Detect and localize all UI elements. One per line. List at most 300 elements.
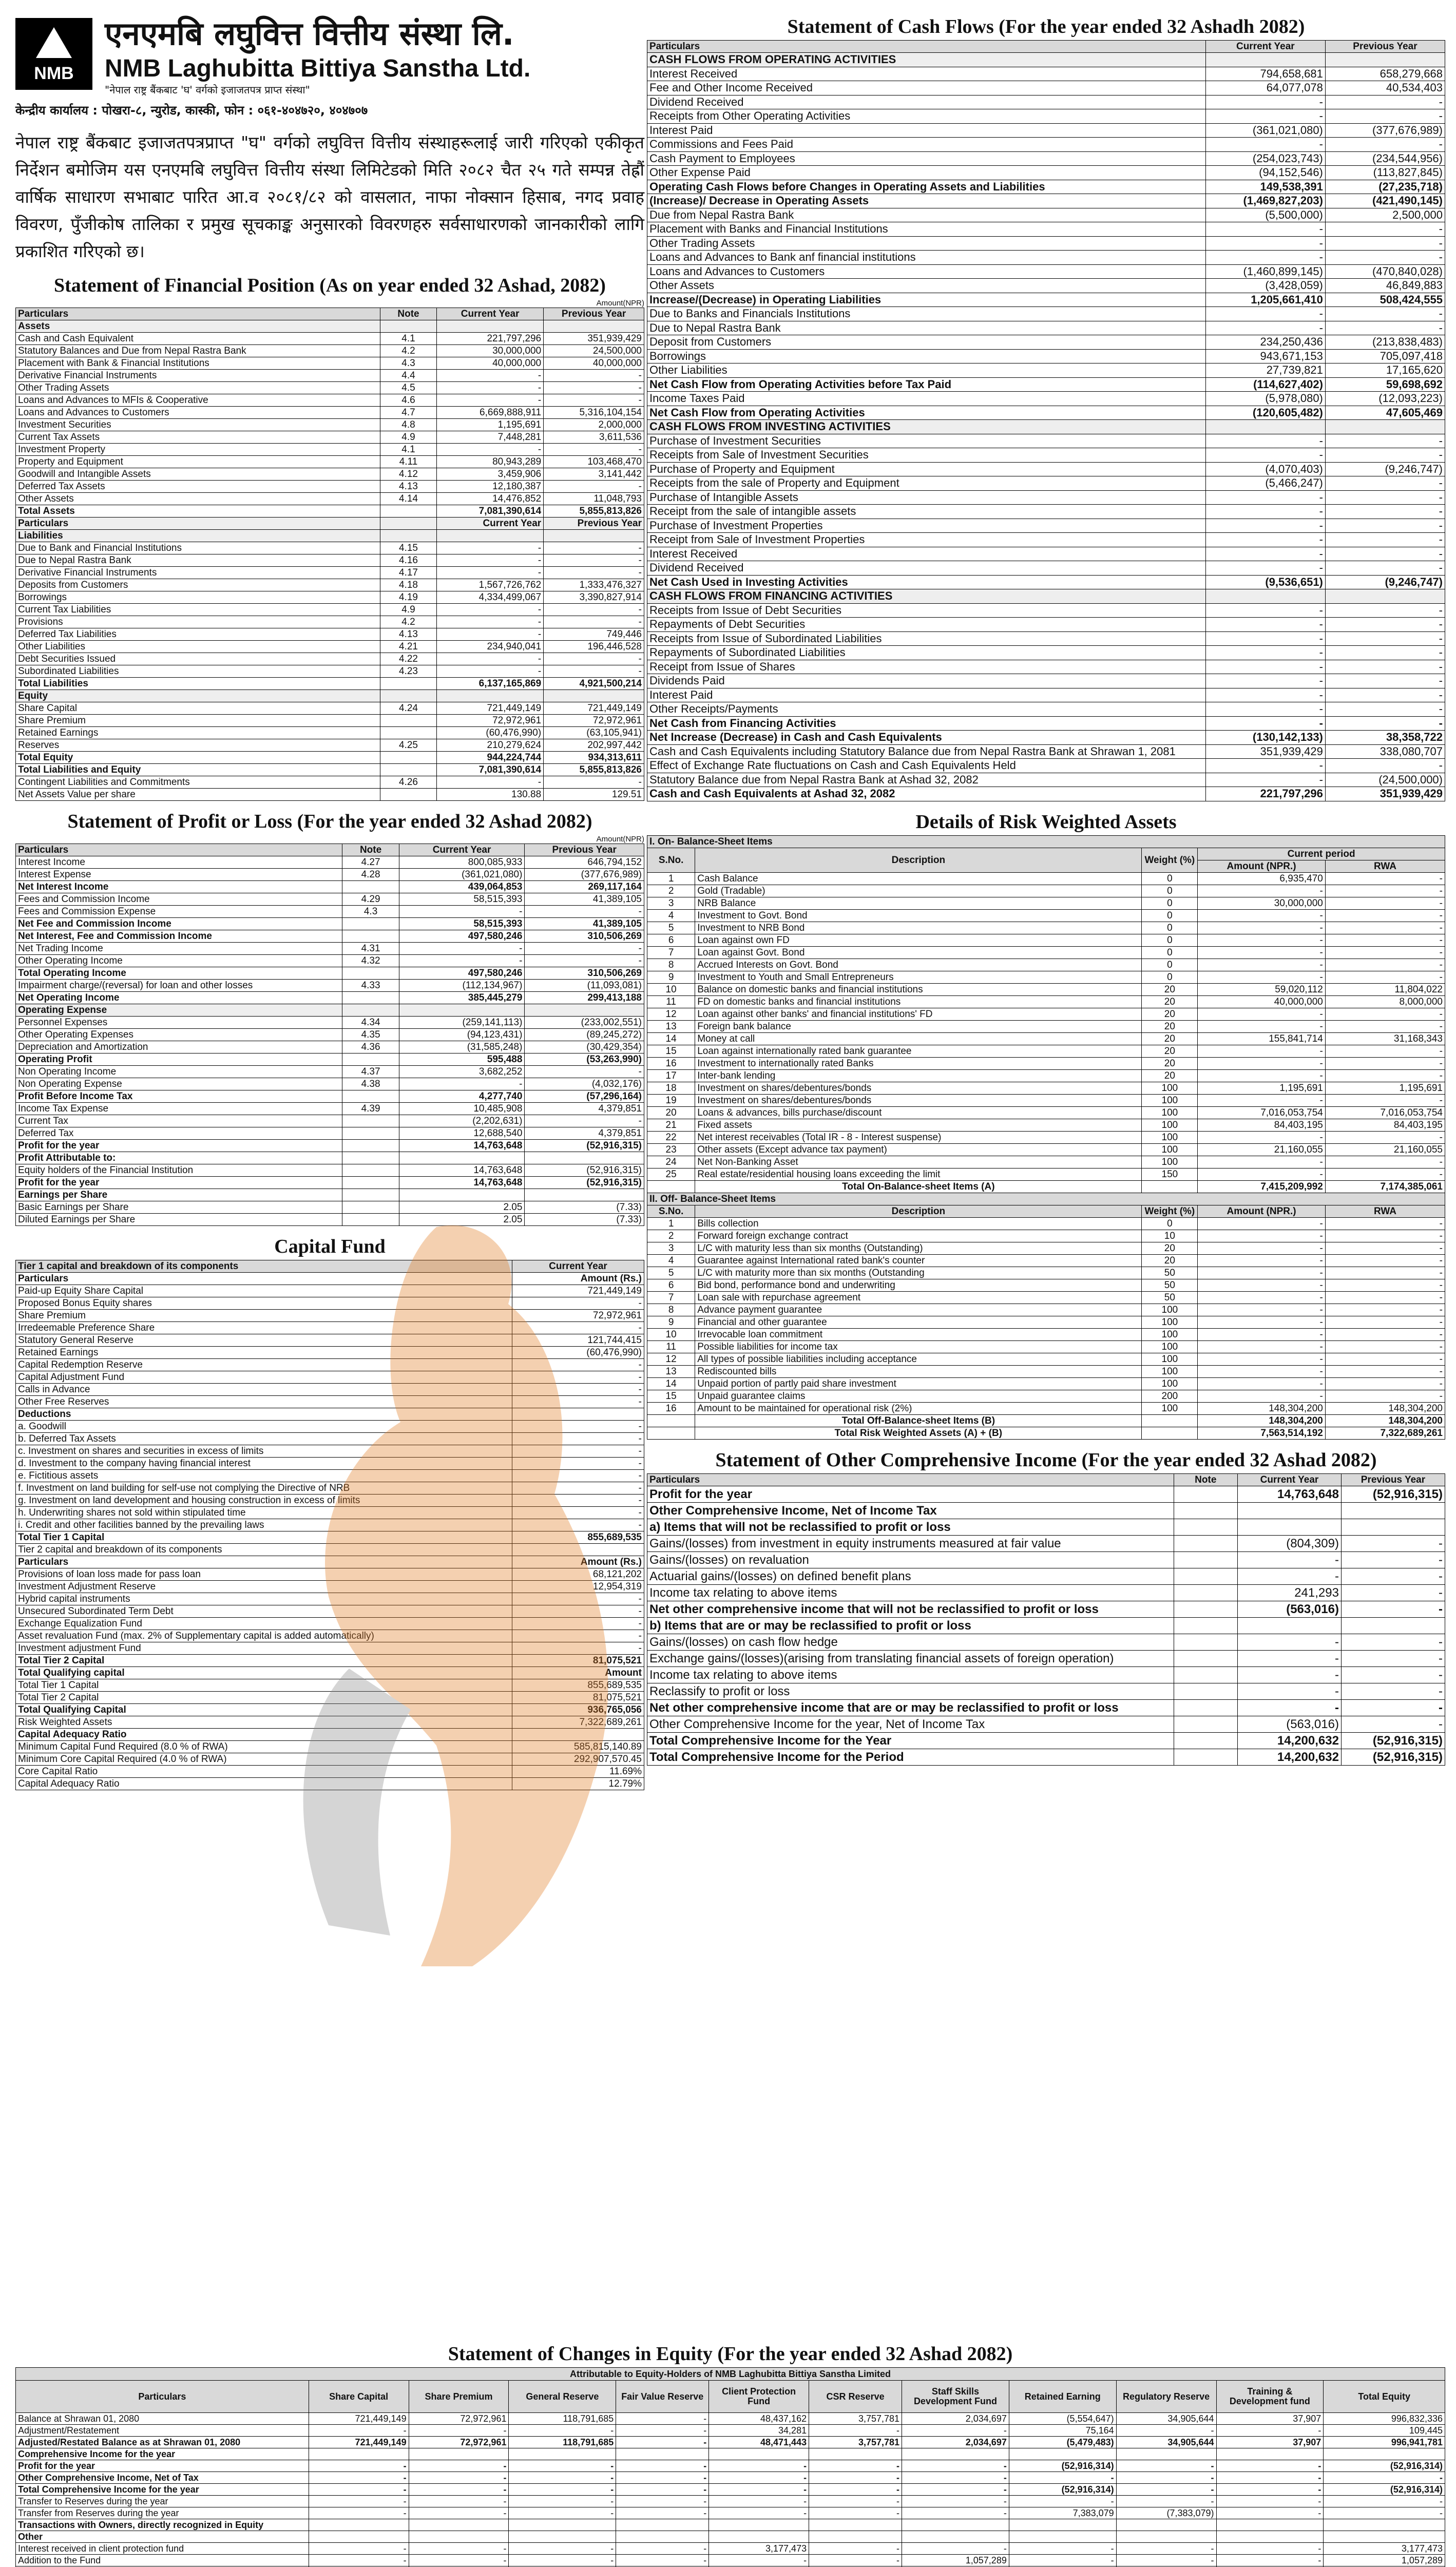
row-value: 4,921,500,214 (544, 678, 644, 690)
row-value (544, 320, 644, 333)
table-row (16, 1029, 644, 1041)
equity-row-value (709, 2519, 809, 2531)
row-value: (57,296,164) (525, 1090, 644, 1103)
equity-row-value: - (409, 2496, 509, 2507)
row-value: 14,763,648 (399, 1140, 525, 1152)
equity-row-value: (52,916,314) (1324, 2484, 1445, 2496)
rwa-row (647, 1032, 1445, 1045)
row-label: Net Cash from Financing Activities (647, 716, 1206, 731)
row-value: 12.79% (512, 1778, 644, 1790)
row-value: - (525, 955, 644, 967)
rwa-value: 8 (647, 959, 695, 971)
row-value: (52,916,315) (1341, 1749, 1445, 1765)
row-label: c. Investment on shares and securities in excess of limits (16, 1445, 512, 1458)
row-value: 658,279,668 (1325, 67, 1445, 81)
equity-row-value: - (902, 2496, 1009, 2507)
table-row (16, 468, 644, 481)
row-value: 129.51 (544, 789, 644, 801)
row-label: Core Capital Ratio (16, 1766, 512, 1778)
row-value: - (544, 776, 644, 789)
rwa-row (647, 1390, 1445, 1402)
table-row (16, 1115, 644, 1127)
row-value: (4,070,403) (1205, 462, 1325, 476)
table-row (16, 992, 644, 1004)
row-label: Reserves (16, 739, 380, 752)
row-label: Contingent Liabilities and Commitments (16, 776, 380, 789)
equity-row (16, 2543, 1445, 2555)
row-label: Receipts from Other Operating Activities (647, 109, 1206, 124)
row-value: 221,797,296 (1205, 787, 1325, 801)
table-row (647, 392, 1445, 406)
row-value (342, 1164, 399, 1177)
rwa-value: - (1325, 1230, 1445, 1242)
row-value: 4.5 (380, 382, 436, 394)
row-value: (53,263,990) (525, 1053, 644, 1066)
row-label: Receipts from Issue of Subordinated Liabilities (647, 631, 1206, 646)
company-header (15, 15, 644, 96)
row-label: g. Investment on land development and housing construction in excess of limits (16, 1495, 512, 1507)
row-value: - (1325, 759, 1445, 773)
equity-column-header: Client Protection Fund (709, 2381, 809, 2413)
rwa-value: - (1198, 885, 1326, 897)
row-value (1174, 1502, 1237, 1519)
rwa-value: 3 (647, 897, 695, 909)
row-label: Liabilities (16, 530, 380, 542)
rwa-total-cell (1142, 1180, 1198, 1193)
rwa-value: 100 (1142, 1304, 1198, 1316)
row-value: - (1205, 631, 1325, 646)
row-value (399, 1004, 525, 1017)
equity-row (16, 2507, 1445, 2519)
rwa-value: - (1198, 946, 1326, 959)
rwa-value: 11 (647, 995, 695, 1008)
rwa-value: 20 (1142, 1008, 1198, 1020)
row-value: 72,972,961 (544, 715, 644, 727)
row-label: Interest Received (647, 547, 1206, 561)
row-value: 58,515,393 (399, 918, 525, 930)
row-value: (804,309) (1237, 1535, 1341, 1551)
row-value: (120,605,482) (1205, 406, 1325, 420)
rwa-value: 14 (647, 1032, 695, 1045)
row-value: 4.38 (342, 1078, 399, 1090)
rwa-col-amount: Amount (NPR.) (1198, 860, 1326, 872)
rwa-value: 15 (647, 1390, 695, 1402)
row-value: 4.3 (380, 357, 436, 370)
row-value: 351,939,429 (544, 333, 644, 345)
table-row (647, 208, 1445, 222)
table-row (647, 519, 1445, 533)
cashflow-title: Statement of Cash Flows (For the year ended 32 Ashadh 2082) (787, 16, 1305, 37)
row-value: 4.4 (380, 370, 436, 382)
table-row (16, 1495, 644, 1507)
column-header: Previous Year (525, 844, 644, 856)
equity-row-value: 3,757,781 (809, 2413, 902, 2425)
rwa-value: 24 (647, 1156, 695, 1168)
rwa-description: Inter-bank lending (695, 1069, 1142, 1082)
table-row (647, 490, 1445, 505)
equity-row-value: - (616, 2413, 709, 2425)
row-value: 241,293 (1237, 1584, 1341, 1601)
rwa-value: - (1325, 1094, 1445, 1106)
equity-row-value: - (902, 2484, 1009, 2496)
rwa-value: 155,841,714 (1198, 1032, 1326, 1045)
row-value: 4.28 (342, 869, 399, 881)
row-value: (24,500,000) (1325, 773, 1445, 787)
row-value: - (1205, 251, 1325, 265)
table-row (647, 95, 1445, 109)
row-value (1174, 1568, 1237, 1584)
row-label: Total Operating Income (16, 967, 342, 980)
row-label: Other Operating Income (16, 955, 342, 967)
row-value: - (1237, 1551, 1341, 1568)
rwa-description: NRB Balance (695, 897, 1142, 909)
table-row (647, 589, 1445, 604)
row-value: 81,075,521 (512, 1655, 644, 1667)
rwa-value: 4 (647, 1254, 695, 1267)
equity-row-value: - (309, 2425, 409, 2437)
row-value: - (544, 604, 644, 616)
rwa-value: - (1198, 1304, 1326, 1316)
rwa-row (647, 897, 1445, 909)
equity-row-value (409, 2448, 509, 2460)
rwa-row (647, 1402, 1445, 1414)
row-value: (4,032,176) (525, 1078, 644, 1090)
rwa-row (647, 983, 1445, 995)
row-value: 4.33 (342, 980, 399, 992)
row-value: 40,000,000 (437, 357, 544, 370)
table-row (647, 1568, 1445, 1584)
rwa-value: 20 (1142, 1254, 1198, 1267)
rwa-value: 100 (1142, 1143, 1198, 1156)
table-row (647, 321, 1445, 335)
table-row (16, 1556, 644, 1568)
equity-row (16, 2448, 1445, 2460)
rwa-value: 50 (1142, 1291, 1198, 1304)
row-label: Other Comprehensive Income, Net of Income Tax (647, 1502, 1174, 1519)
table-row (647, 1551, 1445, 1568)
row-value (512, 1544, 644, 1556)
row-value: 4.8 (380, 419, 436, 431)
row-label: Investment Property (16, 444, 380, 456)
row-label: Personnel Expenses (16, 1017, 342, 1029)
row-value: - (1341, 1568, 1445, 1584)
row-value (1325, 420, 1445, 434)
row-value: 41,389,105 (525, 893, 644, 906)
rwa-value: 21,160,055 (1325, 1143, 1445, 1156)
table-row (647, 533, 1445, 547)
row-value: 4.15 (380, 542, 436, 554)
rwa-value: 8,000,000 (1325, 995, 1445, 1008)
row-value: - (544, 567, 644, 579)
rwa-description: Loan against other banks' and financial institutions' FD (695, 1008, 1142, 1020)
rwa-value: - (1325, 1353, 1445, 1365)
row-value: 4.19 (380, 591, 436, 604)
row-value: 1,333,476,327 (544, 579, 644, 591)
row-value: 72,972,961 (437, 715, 544, 727)
table-row (16, 604, 644, 616)
row-value (544, 690, 644, 702)
row-value: 80,943,289 (437, 456, 544, 468)
rwa-row (647, 1045, 1445, 1057)
rwa-row (647, 909, 1445, 922)
equity-row (16, 2413, 1445, 2425)
row-label: Net Interest, Fee and Commission Income (16, 930, 342, 943)
row-value: Amount (Rs.) (512, 1273, 644, 1285)
row-value: - (1237, 1650, 1341, 1666)
rwa-row (647, 1304, 1445, 1316)
rwa-value: - (1325, 1267, 1445, 1279)
row-label: Retained Earnings (16, 727, 380, 739)
row-value (342, 1004, 399, 1017)
rwa-description: Bid bond, performance bond and underwriting (695, 1279, 1142, 1291)
row-label: Net Cash Used in Investing Activities (647, 575, 1206, 589)
row-value (1174, 1551, 1237, 1568)
row-value: (361,021,080) (1205, 123, 1325, 138)
column-header: Previous Year (544, 308, 644, 320)
row-value (380, 530, 436, 542)
row-label: Net Assets Value per share (16, 789, 380, 801)
table-row (16, 394, 644, 407)
rwa-total-cell (1142, 1427, 1198, 1439)
column-header: Current Year (1237, 1473, 1341, 1486)
rwa-value: 40,000,000 (1198, 995, 1326, 1008)
table-row (16, 357, 644, 370)
rwa-value: 20 (1142, 983, 1198, 995)
table-row (647, 194, 1445, 208)
rwa-value: - (1198, 1390, 1326, 1402)
table-row (647, 251, 1445, 265)
row-value: - (512, 1433, 644, 1445)
table-row (647, 180, 1445, 194)
rwa-description: Advance payment guarantee (695, 1304, 1142, 1316)
rwa-row (647, 1131, 1445, 1143)
row-value: 2,000,000 (544, 419, 644, 431)
table-row (16, 1053, 644, 1066)
equity-row-value: - (309, 2472, 409, 2484)
row-label: Net Increase (Decrease) in Cash and Cash Equivalents (647, 731, 1206, 745)
rwa-value: 148,304,200 (1198, 1402, 1326, 1414)
rwa-value: 100 (1142, 1340, 1198, 1353)
row-label: Non Operating Income (16, 1066, 342, 1078)
row-value: 12,954,319 (512, 1581, 644, 1593)
equity-row-value: - (1116, 2543, 1216, 2555)
rwa-row (647, 1082, 1445, 1094)
company-name-block (105, 11, 530, 97)
row-value: (94,152,546) (1205, 166, 1325, 180)
row-value: - (1205, 307, 1325, 321)
row-value (1174, 1749, 1237, 1765)
row-label: Particulars (16, 1556, 512, 1568)
row-label: Provisions (16, 616, 380, 628)
row-label: Total Tier 1 Capital (16, 1679, 512, 1692)
rwa-value: - (1325, 1131, 1445, 1143)
row-value: - (1205, 222, 1325, 237)
table-row (647, 773, 1445, 787)
equity-row-value: 118,791,685 (509, 2413, 616, 2425)
equity-row-value: 721,449,149 (309, 2437, 409, 2448)
rwa-row (647, 885, 1445, 897)
equity-row-value: - (902, 2425, 1009, 2437)
rwa-value: 20 (1142, 1020, 1198, 1032)
row-label: Receipt from Sale of Investment Properties (647, 533, 1206, 547)
row-value: 7,448,281 (437, 431, 544, 444)
row-value: - (544, 382, 644, 394)
row-value: - (1341, 1551, 1445, 1568)
row-value: 5,855,813,826 (544, 764, 644, 776)
equity-column-header: Staff Skills Development Fund (902, 2381, 1009, 2413)
table-row (647, 123, 1445, 138)
equity-row-value: (5,554,647) (1009, 2413, 1116, 2425)
rwa-description: Rediscounted bills (695, 1365, 1142, 1377)
row-value: 646,794,152 (525, 856, 644, 869)
row-value (437, 320, 544, 333)
table-row (16, 1544, 644, 1556)
rwa-value: - (1198, 1008, 1326, 1020)
row-label: i. Credit and other facilities banned by the prevailing laws (16, 1519, 512, 1531)
rwa-value: 100 (1142, 1402, 1198, 1414)
equity-row-value: - (616, 2472, 709, 2484)
capital-fund-table (15, 1260, 644, 1790)
rwa-off-balance-head (647, 1193, 1445, 1217)
rwa-value: 0 (1142, 934, 1198, 946)
row-value: - (1205, 109, 1325, 124)
table-row (16, 1334, 644, 1347)
equity-row-value: 2,034,697 (902, 2413, 1009, 2425)
row-value: - (544, 653, 644, 665)
rwa-value: 6 (647, 934, 695, 946)
rwa-value: - (1325, 1057, 1445, 1069)
rwa-value: 20 (1142, 1242, 1198, 1254)
equity-row-value: - (1216, 2460, 1324, 2472)
row-label: Profit Attributable to: (16, 1152, 342, 1164)
rwa-description: Unpaid guarantee claims (695, 1390, 1142, 1402)
row-value: - (437, 444, 544, 456)
equity-row-value: - (616, 2460, 709, 2472)
row-value (399, 1189, 525, 1201)
rwa-value: 2 (647, 1230, 695, 1242)
row-value: - (512, 1371, 644, 1384)
row-value: - (512, 1458, 644, 1470)
table-row (16, 1704, 644, 1716)
table-row (647, 674, 1445, 688)
row-value (380, 505, 436, 518)
row-value: 14,763,648 (399, 1164, 525, 1177)
rwa-description: Foreign bank balance (695, 1020, 1142, 1032)
row-value: - (1325, 603, 1445, 618)
rwa-value: 16 (647, 1402, 695, 1414)
rwa-off-header: II. Off- Balance-Sheet Items (647, 1193, 1445, 1205)
rwa-off-col-amount: Amount (NPR.) (1198, 1205, 1326, 1217)
rwa-value: - (1198, 1230, 1326, 1242)
row-label: Borrowings (647, 349, 1206, 363)
rwa-row (647, 872, 1445, 885)
row-label: Profit for the year (16, 1177, 342, 1189)
table-row (16, 1310, 644, 1322)
equity-row-value: - (616, 2507, 709, 2519)
table-row (16, 1177, 644, 1189)
pl-title: Statement of Profit or Loss (For the year ended 32 Ashad 2082) (67, 811, 592, 832)
row-label: Share Capital (16, 702, 380, 715)
row-value: 4,277,740 (399, 1090, 525, 1103)
row-value (380, 752, 436, 764)
equity-row-value: - (902, 2460, 1009, 2472)
row-label: Equity (16, 690, 380, 702)
row-value: 4.32 (342, 955, 399, 967)
row-value: 1,195,691 (437, 419, 544, 431)
equity-row-value (809, 2448, 902, 2460)
row-value (437, 690, 544, 702)
row-value (1325, 589, 1445, 604)
row-value: 4.36 (342, 1041, 399, 1053)
table-row (647, 222, 1445, 237)
row-value: (112,134,967) (399, 980, 525, 992)
equity-row-value (409, 2519, 509, 2531)
column-header: Tier 1 capital and breakdown of its components (16, 1260, 512, 1273)
rwa-value: - (1325, 934, 1445, 946)
equity-row-value: - (709, 2484, 809, 2496)
office-address: केन्द्रीय कार्यालय : पोखरा-८, न्युरोड, कास्की, फोन : ०६१-४०४७२०, ४०४७०७ (15, 103, 368, 118)
row-value (512, 1729, 644, 1741)
equity-row-value: - (1216, 2543, 1324, 2555)
row-value: (1,460,899,145) (1205, 264, 1325, 279)
rwa-value: 7 (647, 946, 695, 959)
row-label: Profit for the year (16, 1140, 342, 1152)
row-label: Reclassify to profit or loss (647, 1683, 1174, 1699)
row-label: Due to Bank and Financial Institutions (16, 542, 380, 554)
equity-row-value: 118,791,685 (509, 2437, 616, 2448)
rwa-value: - (1198, 1168, 1326, 1180)
row-value: 47,605,469 (1325, 406, 1445, 420)
equity-body (16, 2413, 1445, 2567)
rwa-value: 7 (647, 1291, 695, 1304)
row-value: - (544, 370, 644, 382)
row-value: 4.26 (380, 776, 436, 789)
row-value: - (1205, 95, 1325, 109)
table-row (16, 678, 644, 690)
rwa-row (647, 995, 1445, 1008)
row-value: 4.13 (380, 481, 436, 493)
table-row (16, 702, 644, 715)
table-row (647, 1486, 1445, 1502)
rwa-value: 100 (1142, 1353, 1198, 1365)
table-row (16, 943, 644, 955)
rwa-value: 13 (647, 1020, 695, 1032)
row-value: - (1325, 533, 1445, 547)
rwa-total-row (647, 1427, 1445, 1439)
row-label: Repayments of Subordinated Liabilities (647, 646, 1206, 660)
row-value (342, 930, 399, 943)
rwa-value: 84,403,195 (1198, 1119, 1326, 1131)
table-row (647, 151, 1445, 166)
row-value: (5,978,080) (1205, 392, 1325, 406)
rwa-value: 11 (647, 1340, 695, 1353)
row-value: 385,445,279 (399, 992, 525, 1004)
rwa-value: 100 (1142, 1119, 1198, 1131)
equity-row-value: 72,972,961 (409, 2437, 509, 2448)
row-value: 4.18 (380, 579, 436, 591)
equity-row-value: - (809, 2507, 902, 2519)
row-value (525, 1152, 644, 1164)
row-value (512, 1408, 644, 1421)
equity-column-header: Total Equity (1324, 2381, 1445, 2413)
equity-row-value: - (809, 2425, 902, 2437)
equity-row-value (616, 2448, 709, 2460)
rwa-total-cell: 7,415,209,992 (1198, 1180, 1326, 1193)
row-value (342, 1115, 399, 1127)
rwa-value: 12 (647, 1353, 695, 1365)
table-row (16, 1285, 644, 1297)
equity-attributable-header: Attributable to Equity-Holders of NMB Laghubitta Bittiya Sanstha Limited (16, 2368, 1445, 2381)
